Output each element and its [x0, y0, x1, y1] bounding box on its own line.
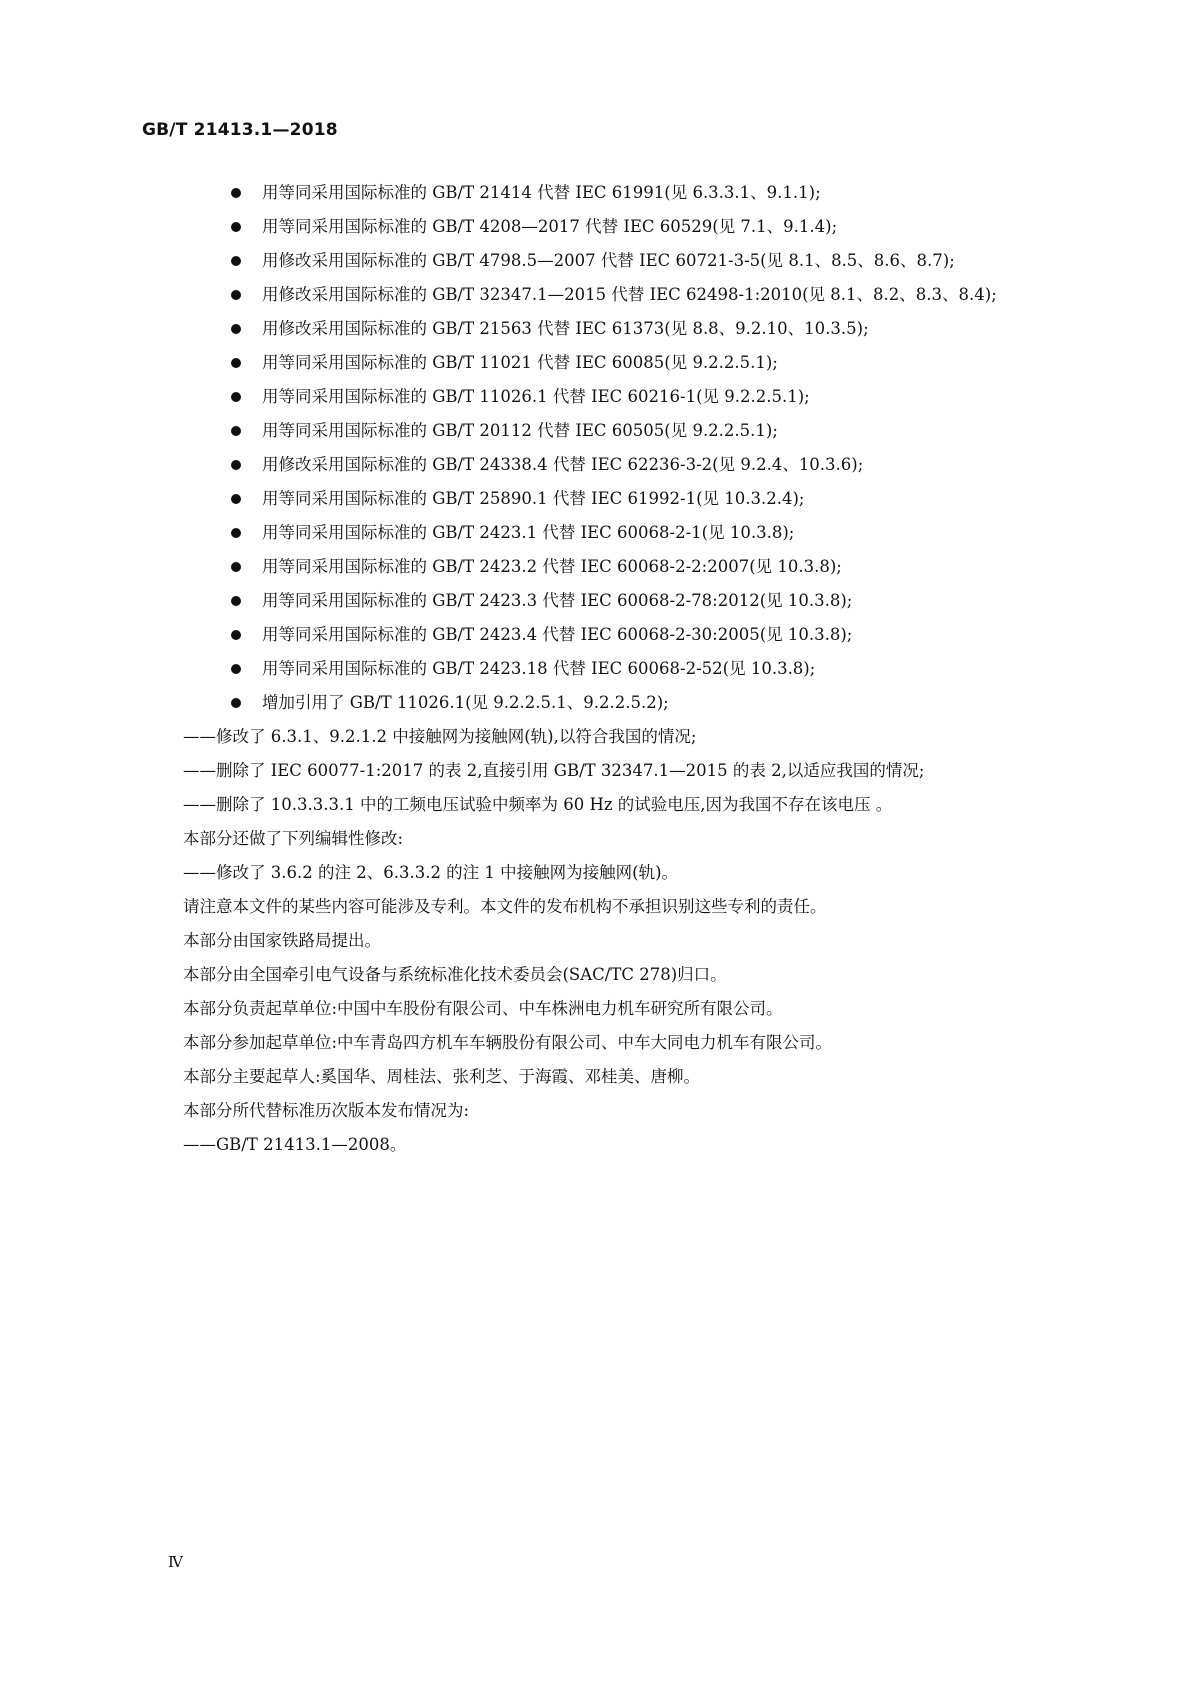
list-item: [183, 448, 1083, 482]
list-item: [183, 312, 1083, 346]
list-item: [183, 346, 1083, 380]
list-item: [183, 550, 1083, 584]
bullet-icon: [231, 358, 241, 368]
bullet-icon: [231, 392, 241, 402]
bullet-icon: [231, 630, 241, 640]
editorial-intro: 本部分还做了下列编辑性修改:: [183, 829, 404, 848]
list-item: [183, 482, 1083, 516]
list-item: [183, 686, 1083, 720]
change-item: ——修改了 6.3.1、9.2.1.2 中接触网为接触网(轨),以符合我国的情况;: [183, 727, 697, 746]
bullet-icon: [231, 256, 241, 266]
list-item: [183, 652, 1083, 686]
list-item-text: 用等同采用国际标准的 GB/T 4208—2017 代替 IEC 60529(见 7.1、9.1.4);: [262, 217, 838, 236]
list-item-text: 用等同采用国际标准的 GB/T 2423.2 代替 IEC 60068-2-2:2007(见 10.3.8);: [262, 557, 842, 576]
main-drafters-statement: 本部分主要起草人:奚国华、周桂法、张利芝、于海霞、邓桂美、唐柳。: [183, 1067, 701, 1086]
document-body: [183, 176, 1083, 1162]
page-number: Ⅳ: [168, 1553, 183, 1571]
history-intro: 本部分所代替标准历次版本发布情况为:: [183, 1101, 470, 1120]
bullet-icon: [231, 460, 241, 470]
list-item: [183, 618, 1083, 652]
patent-notice: 请注意本文件的某些内容可能涉及专利。本文件的发布机构不承担识别这些专利的责任。: [183, 897, 827, 916]
list-item: [183, 380, 1083, 414]
list-item-text: 增加引用了 GB/T 11026.1(见 9.2.2.5.1、9.2.2.5.2);: [262, 693, 669, 712]
lead-drafter-statement: 本部分负责起草单位:中国中车股份有限公司、中车株洲电力机车研究所有限公司。: [183, 999, 783, 1018]
list-item-text: 用等同采用国际标准的 GB/T 21414 代替 IEC 61991(见 6.3.3.1、9.1.1);: [262, 183, 821, 202]
list-item: [183, 584, 1083, 618]
reference-list: [183, 176, 1083, 720]
history-item: ——GB/T 21413.1—2008。: [183, 1135, 407, 1154]
document-header: GB/T 21413.1—2018: [142, 120, 338, 140]
change-item: ——修改了 3.6.2 的注 2、6.3.3.2 的注 1 中接触网为接触网(轨)。: [183, 863, 679, 882]
list-item-text: 用等同采用国际标准的 GB/T 20112 代替 IEC 60505(见 9.2.2.5.1);: [262, 421, 778, 440]
participating-drafter-statement: 本部分参加起草单位:中车青岛四方机车车辆股份有限公司、中车大同电力机车有限公司。: [183, 1033, 833, 1052]
list-item-text: 用等同采用国际标准的 GB/T 2423.3 代替 IEC 60068-2-78:2012(见 10.3.8);: [262, 591, 853, 610]
list-item: [183, 210, 1083, 244]
bullet-icon: [231, 698, 241, 708]
list-item-text: 用等同采用国际标准的 GB/T 11026.1 代替 IEC 60216-1(见 9.2.2.5.1);: [262, 387, 810, 406]
bullet-icon: [231, 222, 241, 232]
proposer-statement: 本部分由国家铁路局提出。: [183, 931, 381, 950]
list-item-text: 用等同采用国际标准的 GB/T 2423.4 代替 IEC 60068-2-30:2005(见 10.3.8);: [262, 625, 853, 644]
change-item: ——删除了 IEC 60077-1:2017 的表 2,直接引用 GB/T 32347.1—2015 的表 2,以适应我国的情况;: [183, 761, 925, 780]
bullet-icon: [231, 596, 241, 606]
list-item-text: 用修改采用国际标准的 GB/T 4798.5—2007 代替 IEC 60721-3-5(见 8.1、8.5、8.6、8.7);: [262, 251, 955, 270]
list-item-text: 用等同采用国际标准的 GB/T 2423.18 代替 IEC 60068-2-52(见 10.3.8);: [262, 659, 816, 678]
list-item-text: 用等同采用国际标准的 GB/T 25890.1 代替 IEC 61992-1(见 10.3.2.4);: [262, 489, 805, 508]
list-item-text: 用等同采用国际标准的 GB/T 2423.1 代替 IEC 60068-2-1(见 10.3.8);: [262, 523, 795, 542]
bullet-icon: [231, 324, 241, 334]
paragraph-section: [183, 720, 1083, 1162]
change-item: ——删除了 10.3.3.3.1 中的工频电压试验中频率为 60 Hz 的试验电压,因为我国不存在该电压 。: [183, 795, 893, 814]
list-item-text: 用修改采用国际标准的 GB/T 24338.4 代替 IEC 62236-3-2(见 9.2.4、10.3.6);: [262, 455, 864, 474]
list-item-text: 用修改采用国际标准的 GB/T 21563 代替 IEC 61373(见 8.8、9.2.10、10.3.5);: [262, 319, 869, 338]
committee-statement: 本部分由全国牵引电气设备与系统标准化技术委员会(SAC/TC 278)归口。: [183, 965, 727, 984]
bullet-icon: [231, 528, 241, 538]
bullet-icon: [231, 290, 241, 300]
bullet-icon: [231, 494, 241, 504]
bullet-icon: [231, 562, 241, 572]
bullet-icon: [231, 188, 241, 198]
list-item: [183, 278, 1083, 312]
list-item: [183, 516, 1083, 550]
bullet-icon: [231, 426, 241, 436]
list-item: [183, 414, 1083, 448]
list-item: [183, 176, 1083, 210]
list-item-text: 用修改采用国际标准的 GB/T 32347.1—2015 代替 IEC 62498-1:2010(见 8.1、8.2、8.3、8.4);: [262, 285, 997, 304]
list-item: [183, 244, 1083, 278]
list-item-text: 用等同采用国际标准的 GB/T 11021 代替 IEC 60085(见 9.2.2.5.1);: [262, 353, 778, 372]
bullet-icon: [231, 664, 241, 674]
